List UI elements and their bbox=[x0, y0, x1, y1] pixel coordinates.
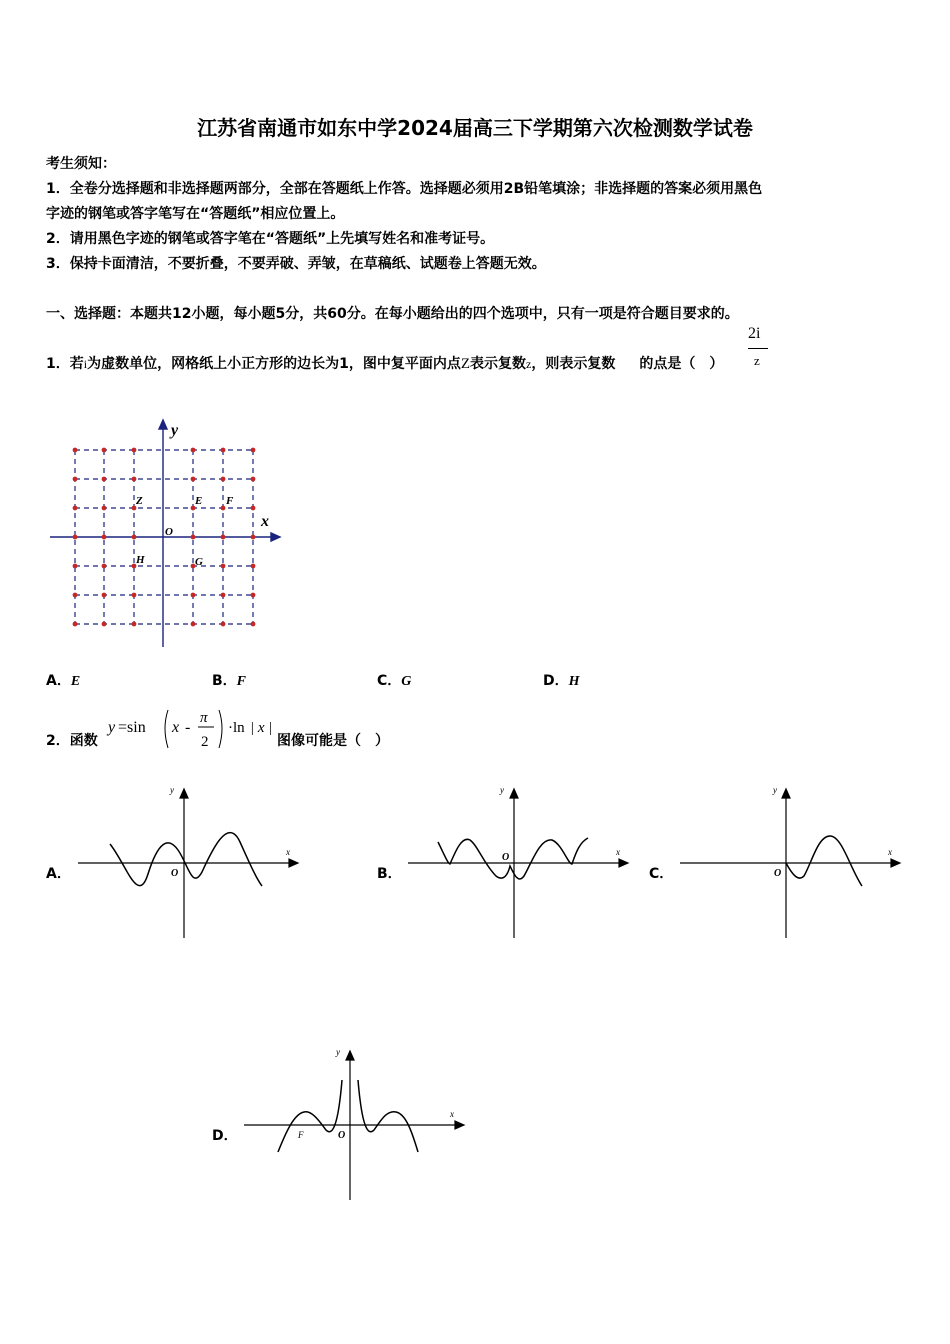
notice-line: 3．保持卡面清洁，不要折叠，不要弄破、弄皱，在草稿纸、试题卷上答题无效。 bbox=[46, 256, 546, 272]
svg-text:y: y bbox=[773, 785, 777, 795]
fraction-denominator: z bbox=[754, 353, 760, 368]
option-B[interactable]: B．F bbox=[212, 673, 247, 689]
formula bbox=[104, 702, 279, 754]
option-A[interactable]: A．E bbox=[46, 673, 81, 689]
graph-D[interactable] bbox=[236, 1040, 476, 1205]
svg-text:2: 2 bbox=[201, 734, 209, 750]
svg-text:-: - bbox=[185, 719, 191, 736]
point-G-label: G bbox=[195, 556, 203, 568]
svg-text:y: y bbox=[500, 785, 504, 795]
svg-text:O: O bbox=[502, 852, 510, 863]
svg-text:x: x bbox=[888, 847, 892, 857]
fraction-numerator: 2i bbox=[748, 325, 761, 342]
svg-text:O: O bbox=[774, 868, 782, 879]
svg-text:O: O bbox=[171, 868, 179, 879]
fraction-bar bbox=[748, 348, 768, 349]
point-E-label: E bbox=[195, 495, 203, 507]
svg-text:| x |: | x | bbox=[250, 720, 273, 736]
svg-text:y: y bbox=[336, 1047, 340, 1057]
graph-B-label[interactable]: B． bbox=[377, 866, 402, 882]
graph-A-label[interactable]: A． bbox=[46, 866, 71, 882]
question-2-suffix: 图像可能是（ ） bbox=[277, 733, 389, 749]
svg-text:x: x bbox=[616, 847, 620, 857]
point-F-label: F bbox=[226, 495, 234, 507]
svg-text:y: y bbox=[108, 719, 116, 736]
graph-B[interactable] bbox=[400, 778, 640, 943]
complex-plane-grid bbox=[40, 415, 300, 655]
svg-text:F: F bbox=[298, 1130, 304, 1140]
svg-text:x: x bbox=[172, 719, 180, 736]
notice-heading: 考生须知： bbox=[46, 156, 116, 172]
point-Z-label: Z bbox=[136, 495, 143, 507]
svg-text:x: x bbox=[286, 847, 290, 857]
svg-text:·ln: ·ln bbox=[228, 720, 245, 736]
svg-text:=sin: =sin bbox=[118, 719, 146, 736]
graph-A[interactable] bbox=[70, 778, 310, 943]
svg-text:x: x bbox=[450, 1109, 454, 1119]
svg-text:O: O bbox=[338, 1130, 346, 1141]
origin-label: O bbox=[165, 526, 173, 538]
option-C[interactable]: C．G bbox=[377, 673, 412, 689]
option-D[interactable]: D．H bbox=[543, 673, 580, 689]
svg-text:y: y bbox=[170, 785, 174, 795]
question-1-text: 1．若i为虚数单位，网格纸上小正方形的边长为1，图中复平面内点Z表示复数z，则表示复数 的点是（ ） bbox=[46, 356, 724, 372]
page-title: 江苏省南通市如东中学2024届高三下学期第六次检测数学试卷 bbox=[197, 116, 753, 140]
graph-C[interactable] bbox=[672, 778, 912, 943]
graph-D-label[interactable]: D． bbox=[212, 1128, 238, 1144]
question-2-prefix: 2．函数 bbox=[46, 733, 98, 749]
point-H-label: H bbox=[136, 554, 145, 566]
notice-line: 字迹的钢笔或答字笔写在“答题纸”相应位置上。 bbox=[46, 206, 345, 222]
notice-line: 2．请用黑色字迹的钢笔或答字笔在“答题纸”上先填写姓名和准考证号。 bbox=[46, 231, 495, 247]
svg-text:π: π bbox=[200, 710, 208, 726]
notice-line: 1．全卷分选择题和非选择题两部分，全部在答题纸上作答。选择题必须用2B铅笔填涂；非选择题的答案必须用黑色 bbox=[46, 181, 763, 197]
y-axis-label: y bbox=[171, 422, 179, 439]
graph-C-label[interactable]: C． bbox=[649, 866, 674, 882]
x-axis-label: x bbox=[261, 513, 269, 530]
section-heading: 一、选择题：本题共12小题，每小题5分，共60分。在每小题给出的四个选项中，只有一项是符合题目要求的。 bbox=[46, 306, 739, 322]
